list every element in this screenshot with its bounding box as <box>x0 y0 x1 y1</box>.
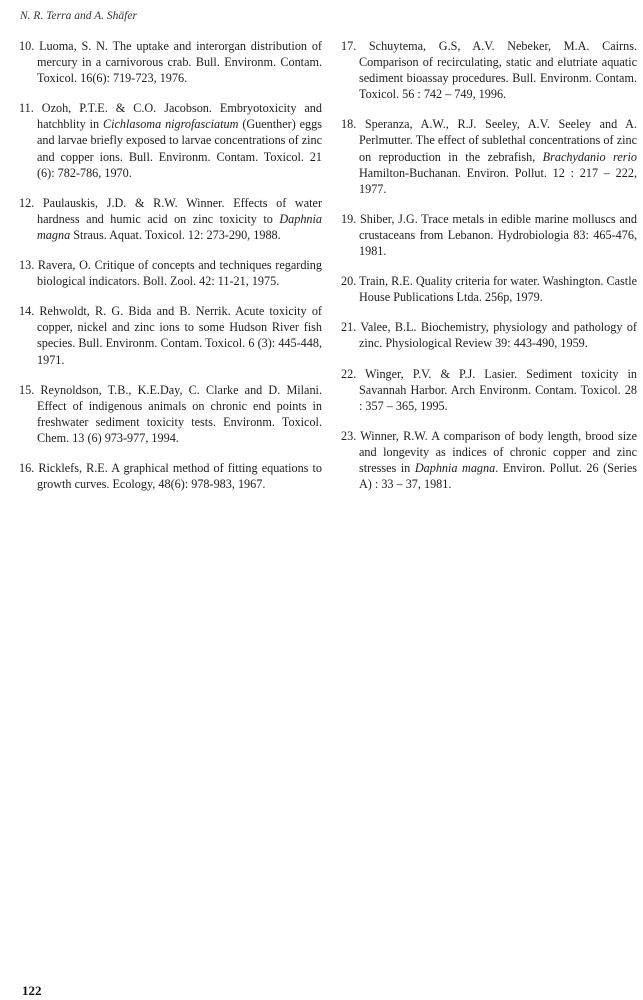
reference-item: 15. Reynoldson, T.B., K.E.Day, C. Clarke and D. Milani. Effect of indigenous animals on chronic end points in freshwater sediment toxicity tests. Environm. Toxicol. Chem. 13 (6) 973-977, 1994. <box>19 382 322 445</box>
reference-item: 11. Ozoh, P.T.E. & C.O. Jacobson. Embryotoxicity and hatchblity in Cichlasoma nigrofasciatum (Guenther) eggs and larvae briefly exposed to larvae concentrations of zinc and copper ions. Bull. Environm. Contam. Toxicol. 21 (6): 782-786, 1970. <box>19 101 322 180</box>
reference-item: 23. Winner, R.W. A comparison of body length, brood size and longevity as indices of chronic copper and zinc stresses in Daphnia magna. Environ. Pollut. 26 (Series A) : 33 – 37, 1981. <box>341 428 637 492</box>
reference-item: 22. Winger, P.V. & P.J. Lasier. Sediment toxicity in Savannah Harbor. Arch Environm. Contam. Toxicol. 28 : 357 – 365, 1995. <box>341 366 637 413</box>
page-number: 122 <box>22 983 42 998</box>
reference-item: 13. Ravera, O. Critique of concepts and techniques regarding biological indicators. Boll. Zool. 42: 11-21, 1975. <box>19 258 322 289</box>
reference-column-left <box>19 38 322 506</box>
reference-item: 16. Ricklefs, R.E. A graphical method of fitting equations to growth curves. Ecology, 48(6): 978-983, 1967. <box>19 460 322 492</box>
reference-column-right <box>341 38 637 506</box>
reference-item: 20. Train, R.E. Quality criteria for water. Washington. Castle House Publications Ltda. 256p, 1979. <box>341 274 637 305</box>
reference-item: 10. Luoma, S. N. The uptake and interorgan distribution of mercury in a carnivorous crab. Bull. Environm. Contam. Toxicol. 16(6): 719-723, 1976. <box>19 39 322 86</box>
reference-item: 17. Schuytema, G.S, A.V. Nebeker, M.A. Cairns. Comparison of recirculating, static and elutriate aquatic sediment bioassay procedures. Bull. Environm. Contam. Toxicol. 56 : 742 – 749, 1996. <box>341 39 637 102</box>
reference-item: 19. Shiber, J.G. Trace metals in edible marine molluscs and crustaceans from Lebanon. Hydrobiologia 83: 465-476, 1981. <box>341 211 637 259</box>
reference-item: 12. Paulauskis, J.D. & R.W. Winner. Effects of water hardness and humic acid on zinc toxicity to Daphnia magna Straus. Aquat. Toxicol. 12: 273-290, 1988. <box>19 195 322 242</box>
running-head: N. R. Terra and A. Shäfer <box>20 10 137 22</box>
reference-item: 14. Rehwoldt, R. G. Bida and B. Nerrik. Acute toxicity of copper, nickel and zinc ions to some Hudson River fish species. Bull. Environm. Contam. Toxicol. 6 (3): 445-448, 1971. <box>19 304 322 367</box>
reference-item: 21. Valee, B.L. Biochemistry, physiology and pathology of zinc. Physiological Review 39: 443-490, 1959. <box>341 320 637 351</box>
reference-item: 18. Speranza, A.W., R.J. Seeley, A.V. Seeley and A. Perlmutter. The effect of sublethal concentrations of zinc on reproduction in the zebrafish, Brachydanio rerio Hamilton-Buchanan. Environ. Pollut. 12 : 217 – 222, 1977. <box>341 117 637 196</box>
